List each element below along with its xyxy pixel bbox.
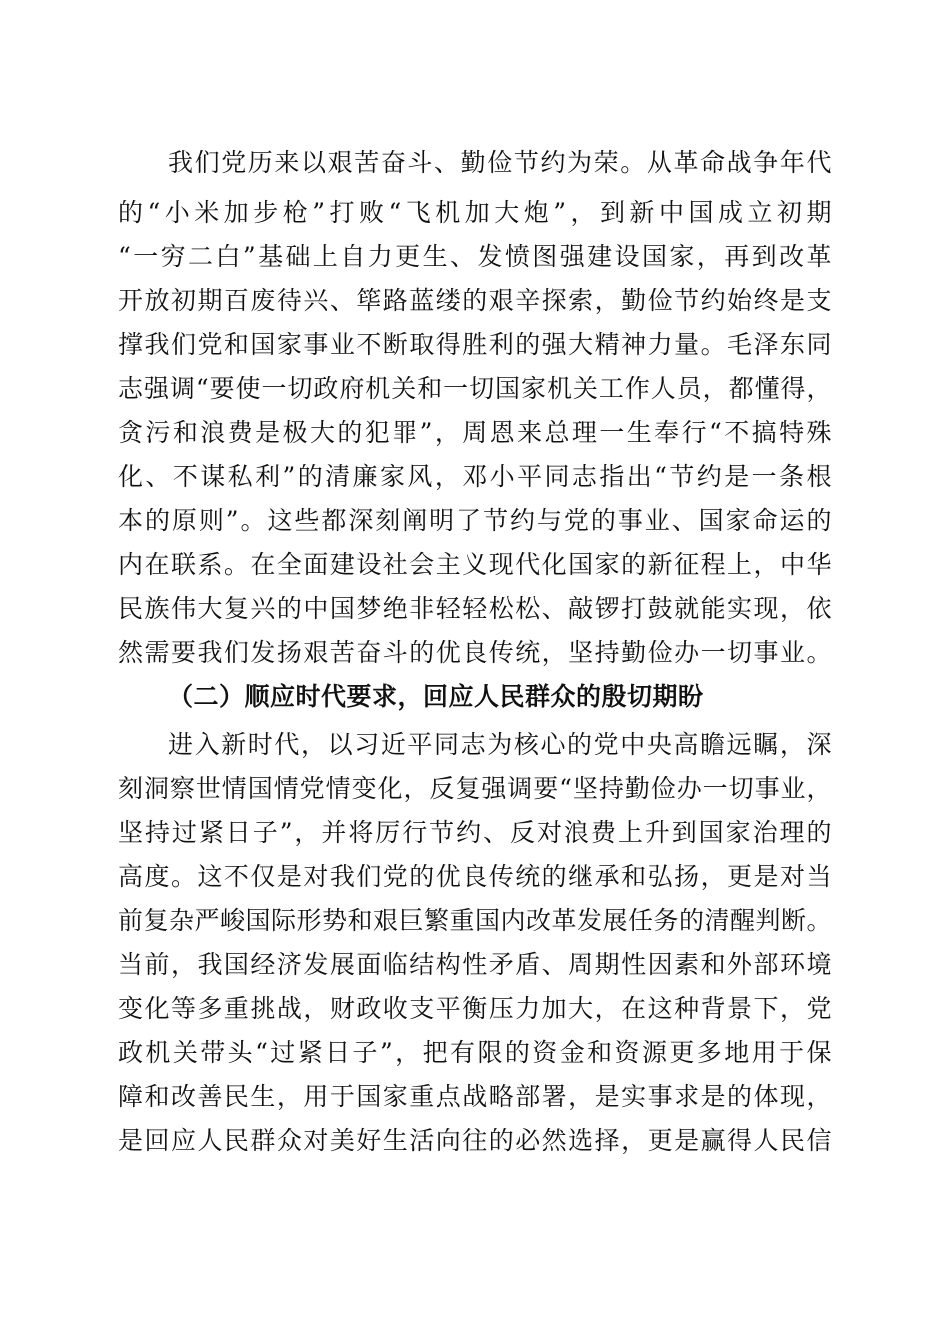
paragraph-1-line: 的“小米加步枪”打败“飞机加大炮”，到新中国成立初期 [118,198,832,227]
paragraph-1-line: 我们党历来以艰苦奋斗、勤俭节约为荣。从革命战争年代 [168,148,832,177]
paragraph-2-line: 当前，我国经济发展面临结构性矛盾、周期性因素和外部环境 [118,950,832,979]
paragraph-2-line: 进入新时代，以习近平同志为核心的党中央高瞻远瞩，深 [168,730,832,759]
paragraph-1-line: 开放初期百废待兴、筚路蓝缕的艰辛探索，勤俭节约始终是支 [118,286,832,315]
paragraph-2-line: 障和改善民生，用于国家重点战略部署，是实事求是的体现， [118,1082,832,1111]
paragraph-2-line: 是回应人民群众对美好生活向往的必然选择，更是赢得人民信 [118,1126,832,1155]
paragraph-2-line: 政机关带头“过紧日子”，把有限的资金和资源更多地用于保 [118,1038,832,1067]
paragraph-1-line: 民族伟大复兴的中国梦绝非轻轻松松、敲锣打鼓就能实现，依 [118,594,832,623]
paragraph-1-line: 撑我们党和国家事业不断取得胜利的强大精神力量。毛泽东同 [118,330,832,359]
paragraph-2-line: 变化等多重挑战，财政收支平衡压力加大，在这种背景下，党 [118,994,832,1023]
paragraph-1-line: 志强调“要使一切政府机关和一切国家机关工作人员，都懂得， [118,374,832,403]
paragraph-1-line: 内在联系。在全面建设社会主义现代化国家的新征程上，中华 [118,550,832,579]
paragraph-2-line: 坚持过紧日子”，并将厉行节约、反对浪费上升到国家治理的 [118,818,832,847]
paragraph-1-line: “一穷二白”基础上自力更生、发愤图强建设国家，再到改革 [118,242,832,271]
paragraph-2-line: 前复杂严峻国际形势和艰巨繁重国内改革发展任务的清醒判断。 [118,906,833,935]
paragraph-2-line: 高度。这不仅是对我们党的优良传统的继承和弘扬，更是对当 [118,862,832,891]
paragraph-1-line: 本的原则”。这些都深刻阐明了节约与党的事业、国家命运的 [118,506,832,535]
paragraph-1-line: 化、不谋私利”的清廉家风，邓小平同志指出“节约是一条根 [118,462,832,491]
paragraph-2-line: 刻洞察世情国情党情变化，反复强调要“坚持勤俭办一切事业， [118,774,832,803]
paragraph-1-line: 贪污和浪费是极大的犯罪”，周恩来总理一生奉行“不搞特殊 [118,418,832,447]
section-heading: （二）顺应时代要求，回应人民群众的殷切期盼 [168,682,704,711]
paragraph-1-line: 然需要我们发扬艰苦奋斗的优良传统，坚持勤俭办一切事业。 [118,638,832,667]
